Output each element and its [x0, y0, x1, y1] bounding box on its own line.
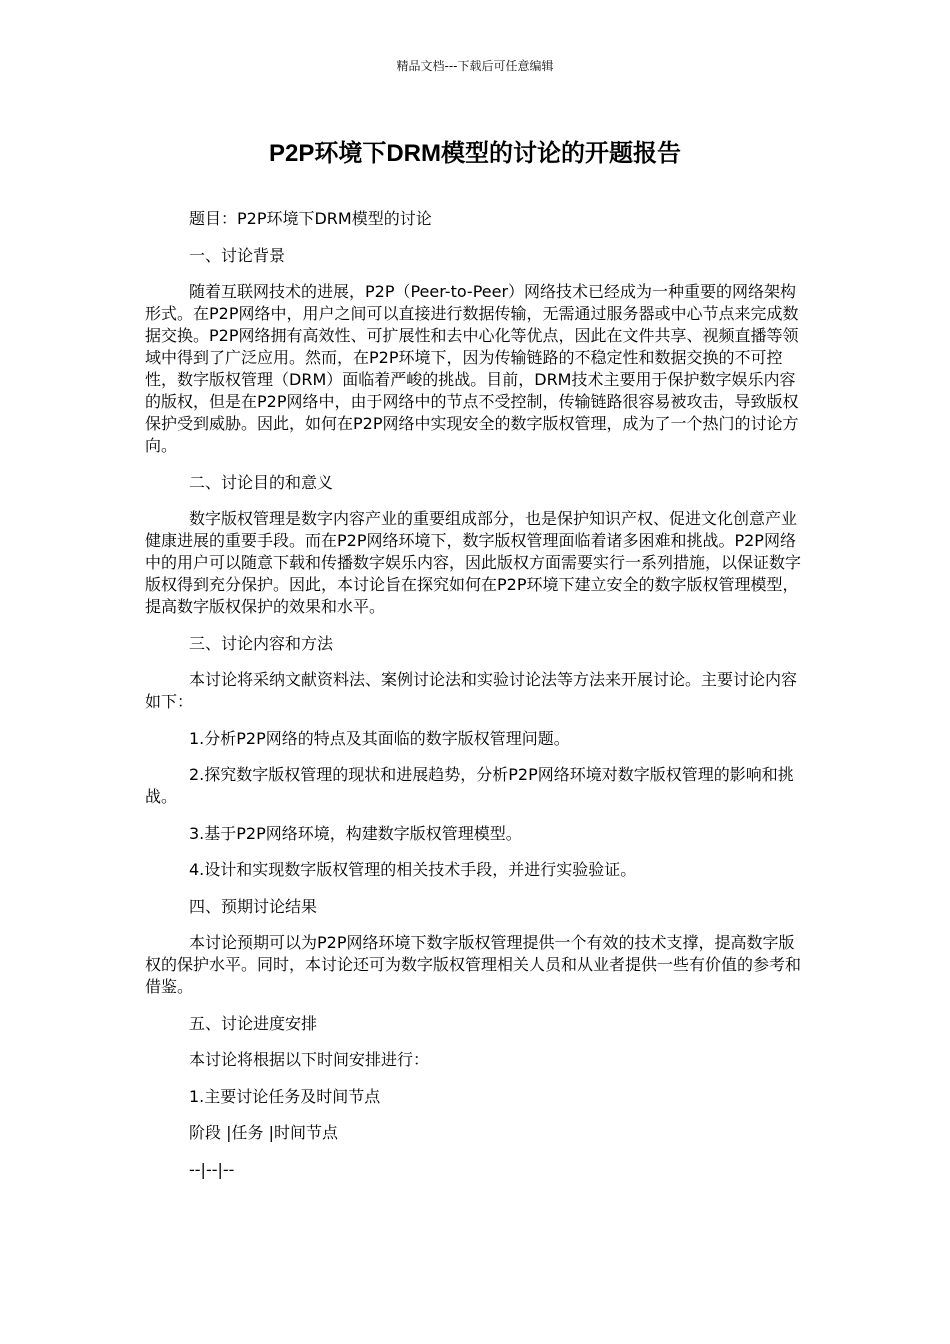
section-heading-content-method: 三、讨论内容和方法: [189, 633, 334, 653]
header-note: 精品文档---下载后可任意编辑: [396, 59, 554, 73]
paragraph-expected-results: 本讨论预期可以为P2P网络环境下数字版权管理提供一个有效的技术支撑，提高数字版权的保护水平。同时，本讨论还可为数字版权管理相关人员和从业者提供一些有价值的参考和借鉴。: [145, 933, 802, 996]
section-heading-background: 一、讨论背景: [189, 245, 286, 265]
paragraph-content-method: 本讨论将采纳文献资料法、案例讨论法和实验讨论法等方法来开展讨论。主要讨论内容如下：: [145, 670, 798, 711]
section-heading-purpose: 二、讨论目的和意义: [189, 472, 334, 492]
schedule-table-header: 阶段 |任务 |时间节点: [189, 1123, 338, 1142]
document-title: P2P环境下DRM模型的讨论的开题报告: [268, 140, 682, 167]
schedule-table-separator: --|--|--: [189, 1159, 235, 1179]
paragraph-schedule-intro: 本讨论将根据以下时间安排进行：: [189, 1050, 430, 1069]
list-item: 3.基于P2P网络环境，构建数字版权管理模型。: [189, 823, 522, 843]
section-heading-schedule: 五、讨论进度安排: [189, 1013, 318, 1033]
list-item: 2.探究数字版权管理的现状和进展趋势，分析P2P网络环境对数字版权管理的影响和挑战。: [145, 765, 794, 806]
paragraph-purpose: 数字版权管理是数字内容产业的重要组成部分，也是保护知识产权、促进文化创意产业健康进展的重要手段。而在P2P网络环境下，数字版权管理面临着诸多困难和挑战。P2P网络中的用户可以随意下载和传播数字娱乐内容，因此版权方面需要实行一系列措施，以保证数字版权得到充分保护。因此，本讨论旨在探究如何在P2P环境下建立安全的数字版权管理模型，提高数字版权保护的效果和水平。: [145, 509, 802, 616]
list-item: 1.分析P2P网络的特点及其面临的数字版权管理问题。: [189, 728, 570, 748]
document-body: [145, 208, 810, 1195]
schedule-subheading: 1.主要讨论任务及时间节点: [189, 1086, 381, 1106]
paragraph-background: 随着互联网技术的进展，P2P（Peer-to-Peer）网络技术已经成为一种重要的网络架构形式。在P2P网络中，用户之间可以直接进行数据传输，无需通过服务器或中心节点来完成数据交换。P2P网络拥有高效性、可扩展性和去中心化等优点，因此在文件共享、视频直播等领域中得到了广泛应用。然而，在P2P环境下，因为传输链路的不稳定性和数据交换的不可控性，数字版权管理（DRM）面临着严峻的挑战。目前，DRM技术主要用于保护数字娱乐内容的版权，但是在P2P网络中，由于网络中的节点不受控制，传输链路很容易被攻击，导致版权保护受到威胁。因此，如何在P2P网络中实现安全的数字版权管理，成为了一个热门的讨论方向。: [145, 282, 799, 455]
list-item: 4.设计和实现数字版权管理的相关技术手段，并进行实验验证。: [189, 860, 637, 879]
topic-line: 题目：P2P环境下DRM模型的讨论: [189, 209, 432, 228]
section-heading-expected-results: 四、预期讨论结果: [189, 896, 318, 916]
